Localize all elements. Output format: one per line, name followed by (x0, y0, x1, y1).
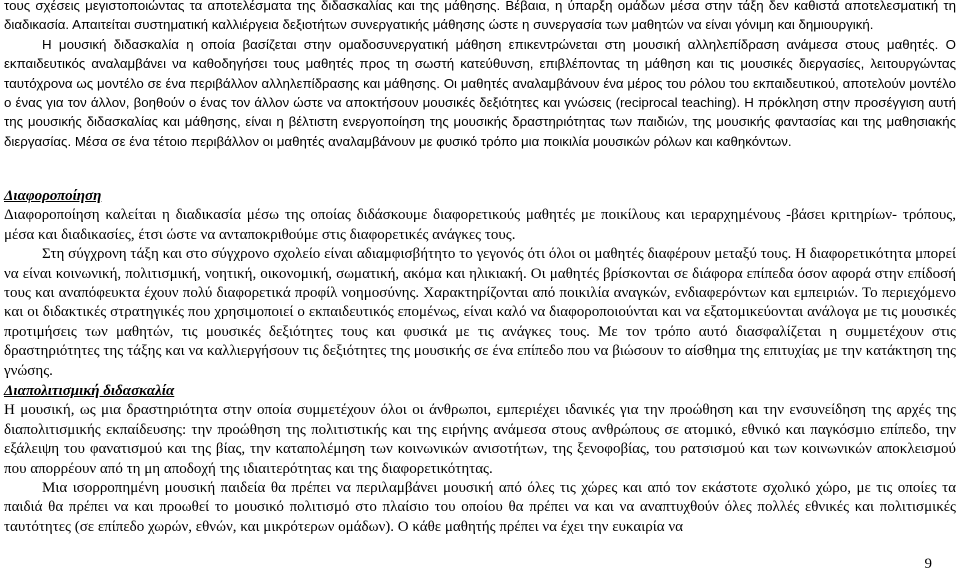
section-heading-differentiation: Διαφοροποίηση (4, 188, 102, 204)
section-heading-intercultural: Διαπολιτισμική διδασκαλία (4, 383, 175, 399)
section-intercultural (4, 382, 956, 537)
paragraph-music-teaching: Η μουσική διδασκαλία η οποία βασίζεται στην ομαδοσυνεργατική μάθηση επικεντρώνεται στη μουσική αλληλεπίδραση ανάμεσα στους μαθητές. Ο εκπαιδευτικός αναλαμβάνει να καθοδηγήσει τους μαθητές προς τη σωστή κατεύθυνση, επιβλέποντας τη μάθηση και τις μουσικές διεργασίες, λειτουργώντας ταυτόχρονα ως μοντέλο σε ένα περιβάλλον αλληλεπίδρασης και μάθησης. Οι μαθητές αναλαμβάνουν ένα μέρος του ρόλου του εκπαιδευτικού, αποτελούν μοντέλο ο ένας για τον άλλον, βοηθούν ο ένας τον άλλον ώστε να αποκτήσουν μουσικές δεξιότητες και γνώσεις (reciprocal teaching). Η πρόκληση στην προσέγγιση αυτή της μουσικής διδασκαλίας και μάθησης, είναι η βέλτιστη ενεργοποίηση της μουσικής δραστηριότητας των παιδιών, της μουσικής φαντασίας και της μαθησιακής διεργασίας. Μέσα σε ένα τέτοιο περιβάλλον οι μαθητές αναλαμβάνουν με φυσικό τρόπο μια ποικιλία μουσικών ρόλων και καθηκόντων. (4, 36, 956, 149)
paragraph-intercultural-principles: Η μουσική, ως μια δραστηριότητα στην οποία συμμετέχουν όλοι οι άνθρωποι, εμπεριέχει ιδανικές για την προώθηση και την ενσυνείδηση της αρχές της διαπολιτισμικής εκπαίδευσης: την προώθηση της πολιτιστικής και της ειρήνης ανάμεσα στους ανθρώπους σε ατομικό, εθνικό και παγκόσμιο επίπεδο, την εξάλειψη του φανατισμού και της βίας, την καταπολέμηση των κοινωνικών ανισοτήτων, της ξενοφοβίας, του ρατσισμού και των κοινωνικών αποκλεισμού που απορρέουν από τη μη αποδοχή της ιδιαιτερότητας και της διαφορετικότητας. (4, 402, 956, 477)
page-number: 9 (924, 556, 932, 572)
paragraph-intercultural-education: Μια ισορροπημένη μουσική παιδεία θα πρέπει να περιλαμβάνει μουσική από όλες τις χώρες και από τον εκάστοτε σχολικό χώρο, με τις οποίες τα παιδιά θα πρέπει να και προωθεί το μουσικό πολιτισμό στο πλαίσιο του οποίου θα πρέπει να και να αναπτυχθούν όλες πολλές εθνικές και πολιτισμικές ταυτότητες (σε επίπεδο χωρών, εθνών, και μικρότερων ομάδων). Ο κάθε μαθητής πρέπει να έχει την ευκαιρία να (4, 480, 956, 535)
intro-block (4, 0, 956, 151)
paragraph-differentiation-diversity: Στη σύγχρονη τάξη και στο σύγχρονο σχολείο είναι αδιαμφισβήτητο το γεγονός ότι όλοι οι μαθητές διαφέρουν μεταξύ τους. Η διαφορετικότητα μπορεί να είναι κοινωνική, πολιτισμική, νοητική, οικονομική, σωματική, ακόμα και ηλικιακή. Οι μαθητές βρίσκονται σε διάφορα επίπεδα όσον αφορά στην επίδοσή τους και αναπόφευκτα έχουν πολύ διαφορετικά προφίλ νοημοσύνης. Χαρακτηρίζονται από ποικιλία αναγκών, ενδιαφερόντων και εμπειριών. Το περιεχόμενο και οι διδακτικές στρατηγικές που χρησιμοποιεί ο εκπαιδευτικός επομένως, είναι καλό να διαφοροποιούνται και να εξατομικεύονται ανάλογα με τις μουσικές προτιμήσεις των μαθητών, τις μουσικές δεξιότητες τους και φυσικά με τις ανάγκες τους. Με τον τρόπο αυτό διασφαλίζεται η συμμετέχουν στις δραστηριότητες της τάξης και να καλλιεργήσουν τις δεξιότητες της μουσικής σε ένα επίπεδο που να βιώσουν το αίσθημα της επιτυχίας με την κατάκτηση της γνώσης. (4, 246, 956, 379)
paragraph-differentiation-definition: Διαφοροποίηση καλείται η διαδικασία μέσω της οποίας διδάσκουμε διαφορετικούς μαθητές με ποικίλους και ιεραρχημένους -βάσει κριτηρίων- τρόπους, μέσα και διαδικασίες, έτσι ώστε να ανταποκριθούμε στις διαφορετικές ανάγκες τους. (4, 207, 956, 243)
paragraph-cooperative-groups: τους σχέσεις μεγιστοποιώντας τα αποτελέσματα της διδασκαλίας και της μάθησης. Βέβαια, η ύπαρξη ομάδων μέσα στην τάξη δεν καθιστά αποτελεσματική τη διαδικασία. Απαιτείται συστηματική καλλιέργεια δεξιοτήτων συνεργατικής μάθησης ώστε η συνεργασία των μαθητών να είναι γόνιμη και δημιουργική. (4, 0, 956, 33)
section-differentiation (4, 187, 956, 381)
